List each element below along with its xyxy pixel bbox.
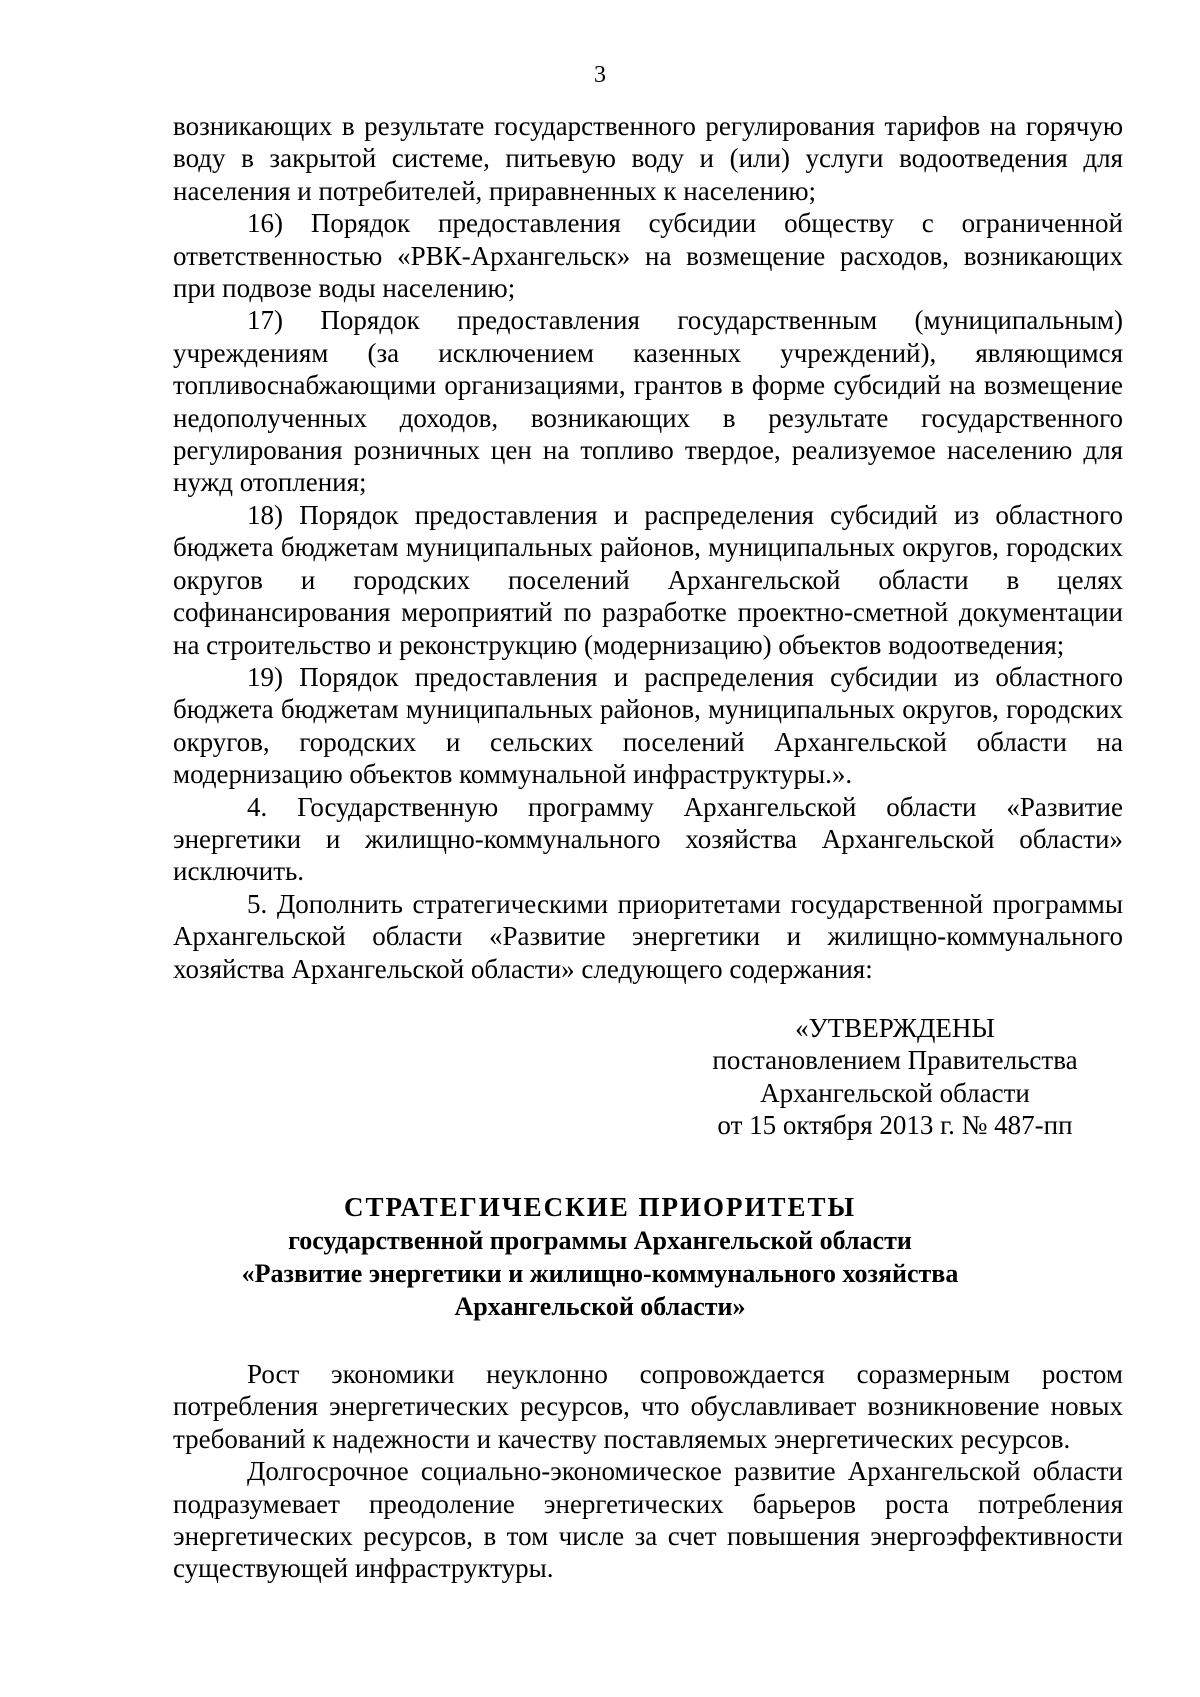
clause-5: 5. Дополнить стратегическими приоритетами государственной программы Архангельской области «Развитие энергетики и жилищно-коммунального хозяйства Архангельской области» следующего содержания:: [173, 888, 1123, 984]
list-item-18: 18) Порядок предоставления и распределения субсидий из областного бюджета бюджетам муниципальных районов, муниципальных округов, городских округов и городских поселений Архангельской области в целях софинансирования мероприятий по разработке проектно-сметной документации на строительство и реконструкцию (модернизацию) объектов водоотведения;: [173, 499, 1123, 660]
closing-body: [173, 1358, 1123, 1585]
closing-paragraph-2: Долгосрочное социально-экономическое развитие Архангельской области подразумевает преодоление энергетических барьеров роста потребления энергетических ресурсов, в том числе за счет повышения энергоэффективности существующей инфраструктуры.: [173, 1456, 1123, 1584]
intro-paragraph: возникающих в результате государственного регулирования тарифов на горячую воду в закрытой системе, питьевую воду и (или) услуги водоотведения для населения и потребителей, приравненных к населению;: [173, 111, 1123, 206]
heading-subtitle-3: Архангельской области»: [454, 1292, 746, 1321]
section-heading: [150, 1190, 1050, 1323]
approval-line-1: «УТВЕРЖДЕНЫ: [795, 1013, 995, 1043]
approval-line-4: от 15 октября 2013 г. № 487-пп: [717, 1110, 1073, 1141]
document-body: [173, 110, 1123, 985]
list-item-19: 19) Порядок предоставления и распределения субсидии из областного бюджета бюджетам муниципальных районов, муниципальных округов, городских округов, городских и сельских поселений Архангельской области на модернизацию объектов коммунальной инфраструктуры.».: [173, 661, 1123, 790]
approval-line-2: постановлением Правительства: [712, 1045, 1078, 1076]
approval-stamp-text: [670, 1012, 1120, 1142]
heading-title: СТРАТЕГИЧЕСКИЕ ПРИОРИТЕТЫ: [343, 1192, 857, 1222]
closing-paragraph-1: Рост экономики неуклонно сопровождается соразмерным ростом потребления энергетических ресурсов, что обуславливает возникновение новых требований к надежности и качеству поставляемых энергетических ресурсов.: [173, 1359, 1123, 1454]
page-number: 3: [594, 62, 606, 88]
list-item-16: 16) Порядок предоставления субсидии обществу с ограниченной ответственностью «РВК-Архангельск» на возмещение расходов, возникающих при подвозе воды населению;: [173, 208, 1123, 304]
approval-line-3: Архангельской области: [760, 1077, 1030, 1108]
list-item-17: 17) Порядок предоставления государственным (муниципальным) учреждениям (за исключением казенных учреждений), являющимся топливоснабжающими организациями, грантов в форме субсидий на возмещение недополученных доходов, возникающих в результате государственного регулирования розничных цен на топливо твердое, реализуемое населению для нужд отопления;: [173, 305, 1123, 498]
clause-4: 4. Государственную программу Архангельской области «Развитие энергетики и жилищно-коммунального хозяйства Архангельской области» исключить.: [173, 791, 1123, 887]
heading-subtitle-1: государственной программы Архангельской области: [288, 1226, 912, 1255]
heading-subtitle-2: «Развитие энергетики и жилищно-коммунального хозяйства: [241, 1259, 959, 1288]
